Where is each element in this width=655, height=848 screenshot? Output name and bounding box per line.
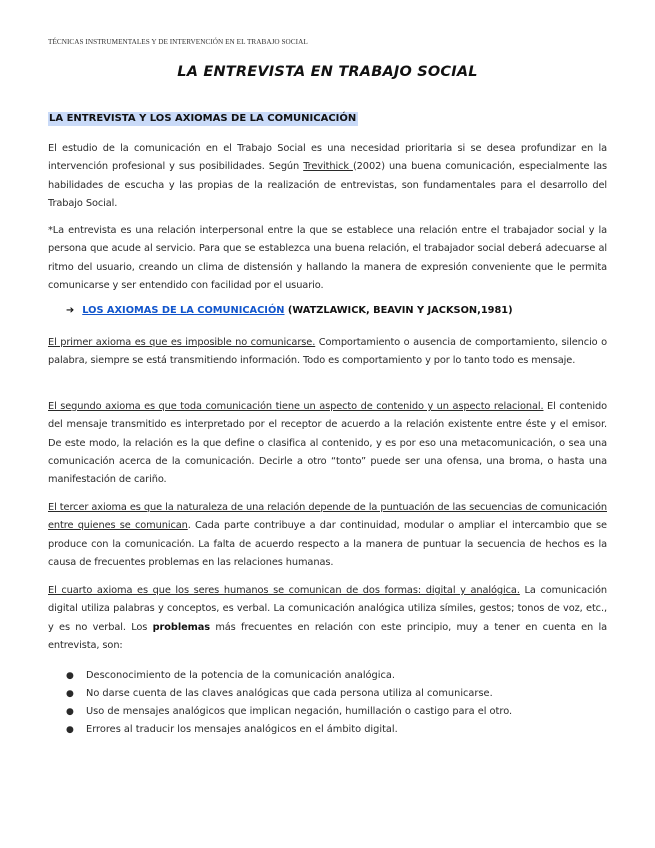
bullet-icon: ● [66,671,74,681]
axiom-1-statement: El primer axioma es que es imposible no comunicarse. [48,337,316,348]
list-item-text: Uso de mensajes analógicos que implican negación, humillación o castigo para el otro. [86,706,513,717]
paragraph-axiom-2 [48,398,607,489]
arrow-icon: ➔ [66,305,75,316]
list-item-text: No darse cuenta de las claves analógicas que cada persona utiliza al comunicarse. [86,688,493,699]
paragraph-axiom-1 [48,334,607,371]
paragraph-interview: *La entrevista es una relación interpersonal entre la que se establece una relación entre el trabajador social y la persona que acude al servicio. Para que se establezca una buena relación, el trabajador social deberá adecuarse al ritmo del usuario, creando un clima de distensión y hallando la manera de expresión conveniente que le permita comunicarse y ser entendido con facilidad por el usuario. [48,225,607,291]
list-item [64,721,512,739]
axioms-authors: (WATZLAWICK, BEAVIN Y JACKSON,1981) [284,305,513,316]
paragraph-axiom-3 [48,499,607,572]
axioms-link[interactable]: LOS AXIOMAS DE LA COMUNICACIÓN [82,305,285,316]
document-title: LA ENTREVISTA EN TRABAJO SOCIAL [177,64,478,80]
axiom-4-text-b: más frecuentes en relación con este principio, muy a tener en cuenta en la entrevista, son: [48,621,607,651]
bullet-icon: ● [66,725,74,735]
list-item-text: Errores al traducir los mensajes analógicos en el ámbito digital. [86,724,398,735]
axiom-1-text: Comportamiento o ausencia de comportamiento, silencio o palabra, siempre se está transmitiendo información. Todo es comportamiento y por lo tanto todo es mensaje. [48,337,607,367]
paragraph-intro [48,140,607,213]
list-item [64,703,512,721]
section-heading: LA ENTREVISTA Y LOS AXIOMAS DE LA COMUNICACIÓN [49,113,357,124]
axiom-4-statement: El cuarto axioma es que los seres humanos se comunican de dos formas: digital y analógica. [48,585,520,596]
list-item-text: Desconocimiento de la potencia de la comunicación analógica. [86,670,395,681]
list-item [64,667,512,685]
axiom-2-statement: El segundo axioma es que toda comunicación tiene un aspecto de contenido y un aspecto relacional. [48,401,544,412]
list-item [64,685,512,703]
paragraph-axiom-4 [48,582,607,655]
axiom-4-text-a: La comunicación digital utiliza palabras y conceptos, es verbal. La comunicación analógica utiliza símiles, gestos; tonos de voz, etc., y es no verbal. Los [48,585,607,633]
bullet-icon: ● [66,707,74,717]
paragraph-intro-text-a: El estudio de la comunicación en el Trabajo Social es una necesidad prioritaria si se desea profundizar en la intervención profesional y sus posibilidades. Según [48,143,607,173]
axiom-3-text: . Cada parte contribuye a dar continuidad, modular o ampliar el intercambio que se produce con la comunicación. La falta de acuerdo respecto a la manera de puntuar la secuencia de hechos es la causa de frecuentes problemas en las relaciones humanas. [48,520,607,568]
axiom-4-bold: problemas [152,621,210,633]
author-reference: Trevithick [303,161,353,173]
problems-list [64,667,512,739]
axiom-2-text: El contenido del mensaje transmitido es interpretado por el receptor de acuerdo a la relación existente entre éste y el emisor. De este modo, la relación es la que define o clasifica al contenido, y es por eso una metacomunicación, o sea una comunicación acerca de la comunicación. Decirle a otro “tonto” puede ser una ofensa, una broma, o hasta una manifestación de cariño. [48,401,607,486]
paragraph-intro-text-b: (2002) una buena comunicación, especialmente las habilidades de escucha y las propias de la realización de entrevistas, son fundamentales para el desarrollo del Trabajo Social. [48,161,608,209]
axioms-subheading [66,305,513,316]
bullet-icon: ● [66,689,74,699]
axiom-3-statement: El tercer axioma es que la naturaleza de una relación depende de la puntuación de las secuencias de comunicación entre quienes se comunican [48,502,607,532]
running-header: TÉCNICAS INSTRUMENTALES Y DE INTERVENCIÓN EN EL TRABAJO SOCIAL [48,38,308,46]
